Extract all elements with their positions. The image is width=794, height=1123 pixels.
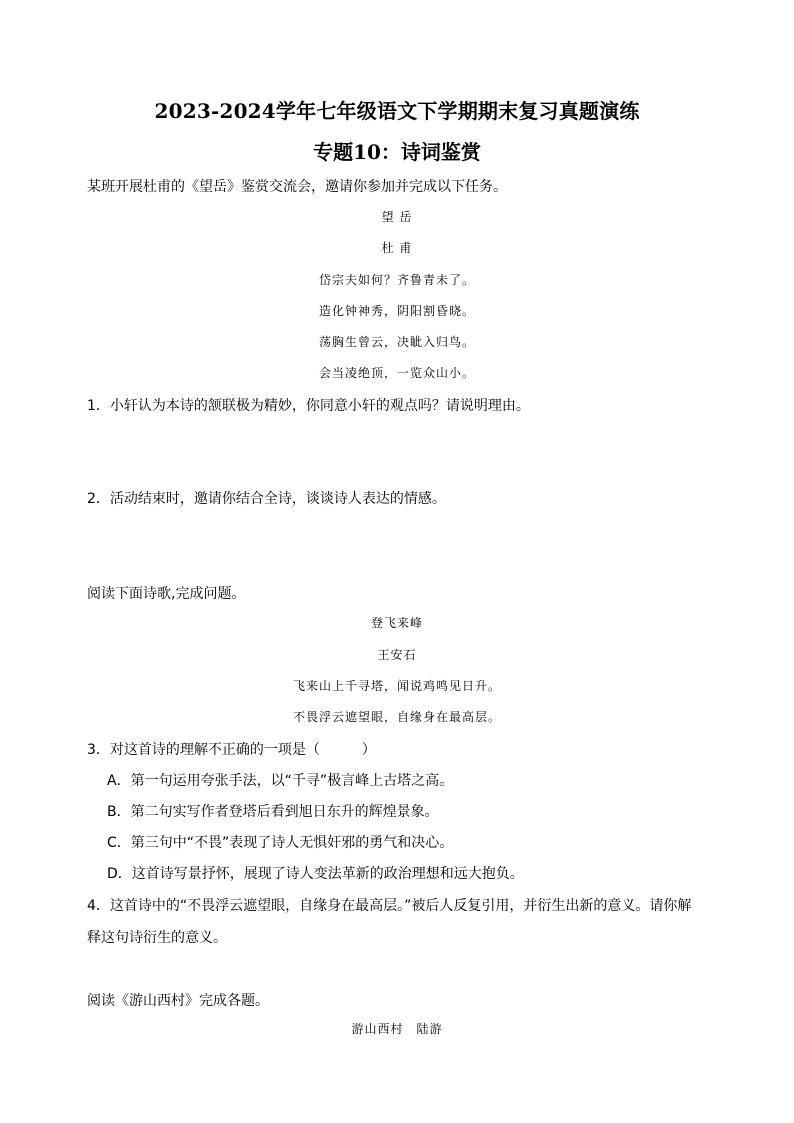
poem2-line: 不畏浮云遮望眼，自缘身在最高层。 [292,710,501,724]
poem2-author: 王安石 [377,648,417,662]
question-3-option-c: C．第三句中“不畏”表现了诗人无惧奸邪的勇气和决心。 [107,835,454,851]
poem1-title: 望 岳 [381,210,413,224]
question-3-option-a: A．第一句运用夸张手法，以“千寻”极言峰上古塔之高。 [107,773,454,789]
poem2-title: 登飞来峰 [370,616,423,630]
question-3-option-b: B．第二句实写作者登塔后看到旭日东升的辉煌景象。 [107,804,439,820]
section1-intro: 某班开展杜甫的《望岳》鉴赏交流会，邀请你参加并完成以下任务。 [87,179,507,195]
question-4-line-2: 释这句诗衍生的意义。 [87,930,227,946]
question-1: 1．小轩认为本诗的颔联极为精妙，你同意小轩的观点吗？请说明理由。 [87,398,530,414]
question-2: 2．活动结束时，邀请你结合全诗，谈谈诗人表达的情感。 [87,491,446,507]
section3-intro: 阅读《游山西村》完成各题。 [87,993,269,1009]
document-subtitle: 专题10：诗词鉴赏 [313,140,481,164]
question-3-option-d: D．这首诗写景抒怀，展现了诗人变法革新的政治理想和远大抱负。 [107,866,524,882]
poem1-line: 造化钟神秀，阴阳割昏晓。 [318,304,475,318]
poem1-line: 岱宗夫如何？齐鲁青未了。 [318,273,475,287]
poem1-author: 杜 甫 [381,241,413,255]
poem2-line: 飞来山上千寻塔，闻说鸡鸣见日升。 [292,679,501,693]
poem1-line: 会当凌绝顶，一览众山小。 [318,366,475,380]
poem3-heading: 游山西村 陆游 [351,1022,443,1036]
question-4-line-1: 4．这首诗中的“不畏浮云遮望眼，自缘身在最高层。”被后人反复引用，并衍生出新的意义。请你解 [87,898,692,914]
poem1-line: 荡胸生曾云，决眦入归鸟。 [318,335,475,349]
document-title: 2023-2024学年七年级语文下学期期末复习真题演练 [154,99,640,123]
section2-intro: 阅读下面诗歌,完成问题。 [87,586,246,602]
question-3-stem: 3．对这首诗的理解不正确的一项是（ ） [87,742,376,758]
